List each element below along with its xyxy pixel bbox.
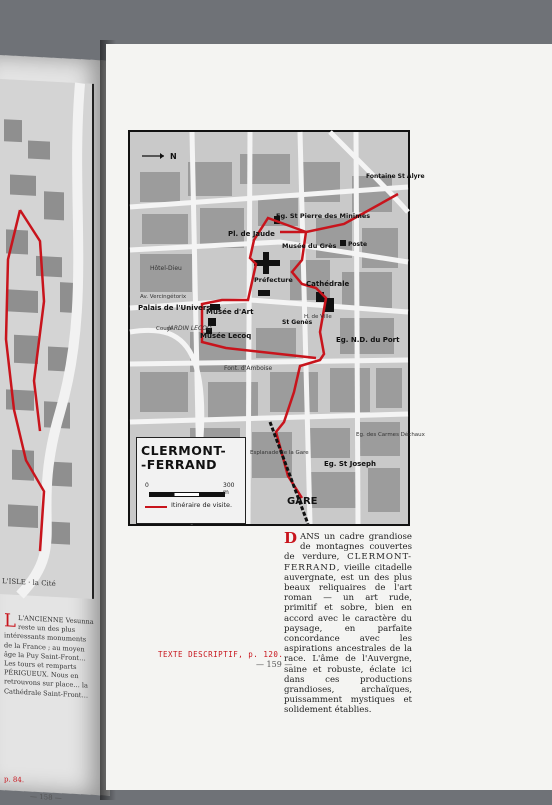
- label-st-pierre: Eg. St Pierre des Minimes: [276, 212, 371, 220]
- label-palais: Palais de l'Université: [138, 304, 222, 312]
- description-dropcap: D: [284, 529, 298, 547]
- north-label: N: [170, 152, 177, 161]
- map-title: [141, 444, 226, 472]
- map-legend: [136, 437, 246, 524]
- left-body: L'ANCIENNE Vesunna reste un des plus intéressants monuments de la France ; au moyen âge la Puy Saint-Front… Les tours et remparts PÉRIGUEUX. Nous en retrouvons sur place… la Cathédrale Saint-Front…: [4, 613, 94, 700]
- label-fontaine: Fontaine St Alyre: [366, 173, 425, 180]
- page-number: — 159 —: [256, 660, 293, 669]
- left-map-caption: L'ISLE · la Cité: [2, 577, 56, 588]
- description-text-start: ANS un cadre grandiose de montagnes couvertes de verdure,: [284, 532, 412, 563]
- description-city: CLERMONT-FERRAND: [284, 552, 412, 573]
- left-body-text: [4, 610, 96, 701]
- label-jaude: Pl. de Jaude: [228, 230, 275, 238]
- map-title-line1: CLERMONT-: [141, 443, 227, 458]
- label-hotel-dieu: Hôtel-Dieu: [150, 265, 182, 272]
- left-page-ref: p. 84.: [4, 775, 25, 785]
- scale-end: 300 m: [223, 482, 235, 496]
- route-legend-line: [145, 506, 167, 508]
- label-esplanade: Esplanade de la Gare: [250, 450, 309, 456]
- label-cathedrale: Cathédrale: [306, 280, 350, 288]
- label-nd-du-port: Eg. N.D. du Port: [336, 336, 400, 344]
- texte-descriptif-ref: TEXTE DESCRIPTIF, p. 120.: [158, 650, 284, 659]
- left-page-map: [0, 79, 94, 599]
- label-hotel-de-ville: H. de Ville: [304, 314, 332, 320]
- label-gare: GARE: [287, 496, 318, 507]
- left-dropcap: L: [4, 610, 16, 632]
- label-prefecture: Préfecture: [254, 276, 293, 284]
- route-legend-label: Itinéraire de visite.: [171, 501, 233, 509]
- label-musee-gres: Musée du Grès: [282, 242, 337, 250]
- left-map-graphic: [0, 79, 92, 599]
- label-jardin-lecoq: JARDIN LECOQ: [168, 325, 212, 332]
- label-vercingetorix: Av. Vercingétorix: [140, 294, 187, 300]
- clermont-ferrand-map: [128, 130, 425, 526]
- scale-start: 0: [145, 482, 149, 489]
- left-page-number: — 158 —: [30, 792, 62, 803]
- label-font-amboise: Font. d'Amboise: [224, 365, 273, 372]
- label-poste: Poste: [348, 241, 368, 248]
- label-musee-lecoq: Musée Lecoq: [200, 332, 252, 340]
- label-musee-art: Musée d'Art: [206, 308, 254, 316]
- scale-graphic: [149, 492, 225, 497]
- description-paragraph: [284, 529, 412, 716]
- label-st-genes: St Genès: [282, 319, 313, 326]
- scale-bar: [145, 482, 241, 498]
- description-text-end: , vieille citadelle auvergnate, est un des plus beaux reliquaires de l'art roman — un art rude, primitif et sobre, bien en accord avec le caractère du paysage, en parfaite concordance avec les aspirations ancestrales de la race. L'âme de l'Auvergne, saine et robuste, éclate ici dans ces productions grandioses, archaïques, puissamment mystiques et solidement établies.: [284, 562, 412, 716]
- label-carmes: Eg. des Carmes Déchaux: [356, 432, 425, 438]
- map-title-line2: -FERRAND: [141, 457, 218, 472]
- label-st-joseph: Eg. St Joseph: [324, 460, 377, 468]
- left-page: [0, 55, 110, 803]
- label-cours: Cours: [156, 326, 172, 332]
